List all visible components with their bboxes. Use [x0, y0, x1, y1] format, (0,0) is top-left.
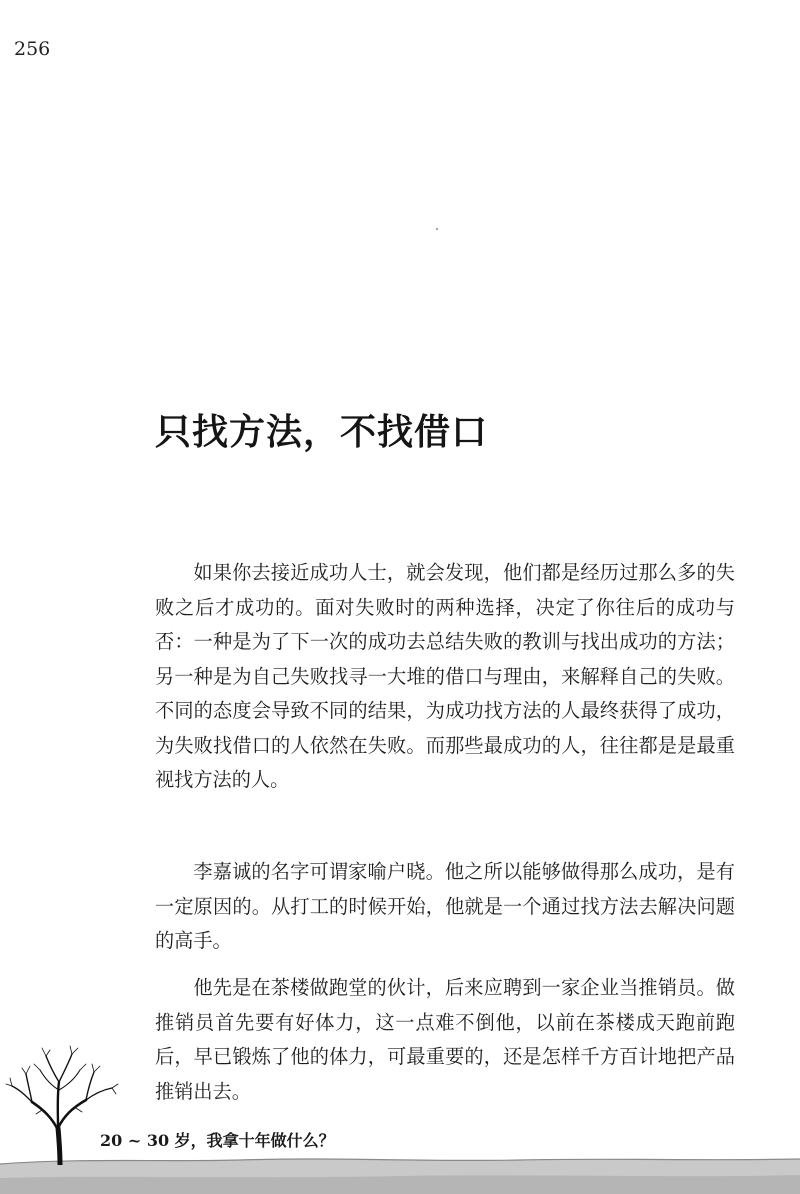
- running-footer-book-title: 20 ~ 30 岁，我拿十年做什么？: [100, 1131, 335, 1150]
- body-paragraph-2: [155, 855, 735, 959]
- chapter-title: 只找方法，不找借口: [155, 412, 489, 453]
- body-paragraph-1: [155, 556, 735, 798]
- paragraph-text: 李嘉诚的名字可谓家喻户晓。他之所以能够做得那么成功，是有一定原因的。从打工的时候开始，他就是一个通过找方法去解决问题的高手。: [155, 860, 735, 952]
- body-paragraph-3: [155, 971, 735, 1109]
- print-speck: [436, 228, 438, 230]
- paragraph-text: 他先是在茶楼做跑堂的伙计，后来应聘到一家企业当推销员。做推销员首先要有好体力，这一点难不倒他，以前在茶楼成天跑前跑后，早已锻炼了他的体力，可最重要的，还是怎样千方百计地把产品推销出去。: [155, 976, 735, 1103]
- page-number: 256: [14, 38, 51, 60]
- paragraph-text: 如果你去接近成功人士，就会发现，他们都是经历过那么多的失败之后才成功的。面对失败时的两种选择，决定了你往后的成功与否：一种是为了下一次的成功去总结失败的教训与找出成功的方法；另一种是为自己失败找寻一大堆的借口与理由，来解释自己的失败。不同的态度会导致不同的结果，为成功找方法的人最终获得了成功，为失败找借口的人依然在失败。而那些最成功的人，往往都是是最重视找方法的人。: [155, 561, 735, 791]
